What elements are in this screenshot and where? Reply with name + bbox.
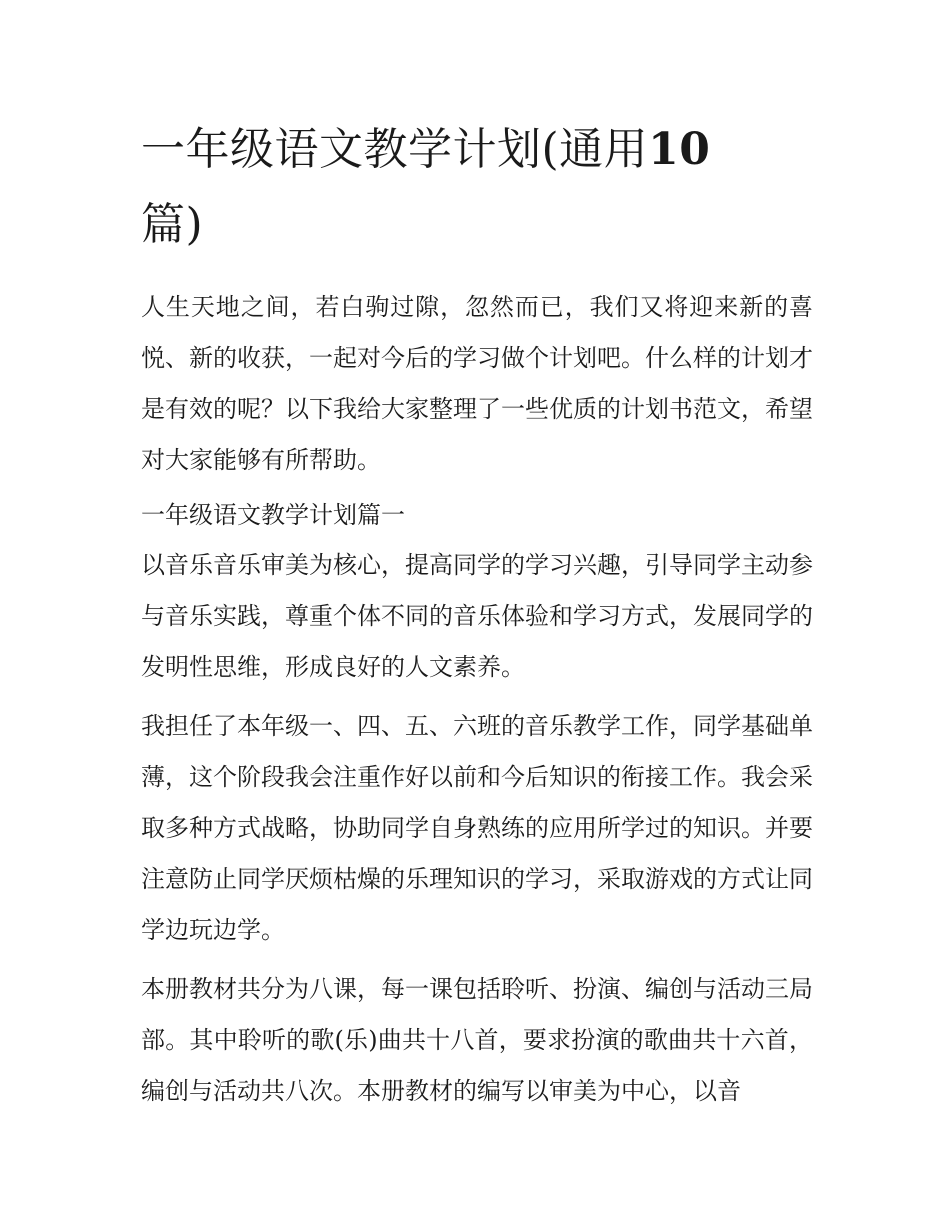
title-text: 一年级语文教学计划(通用 <box>141 124 649 175</box>
intro-paragraph: 人生天地之间，若白驹过隙，忽然而已，我们又将迎来新的喜悦、新的收获，一起对今后的学习做个计划吧。什么样的计划才是有效的呢？以下我给大家整理了一些优质的计划书范文，希望对大家能够有所帮助。 <box>141 293 813 474</box>
body-paragraph-2: 我担任了本年级一、四、五、六班的音乐教学工作，同学基础单薄，这个阶段我会注重作好以前和今后知识的衔接工作。我会采取多种方式战略，协助同学自身熟练的应用所学过的知识。并要注意防止同学厌烦枯燥的乐理知识的学习，采取游戏的方式让同学边玩边学。 <box>141 712 813 944</box>
title-text-end: 篇) <box>141 199 204 250</box>
document-title <box>141 112 813 262</box>
title-number: 10 <box>648 124 711 175</box>
document-page <box>141 112 813 1117</box>
section-heading: 一年级语文教学计划篇一 <box>141 501 405 529</box>
body-paragraph-3: 本册教材共分为八课，每一课包括聆听、扮演、编创与活动三局部。其中聆听的歌(乐)曲共十八首，要求扮演的歌曲共十六首，编创与活动共八次。本册教材的编写以审美为中心，以音 <box>141 975 813 1105</box>
body-paragraph-1: 以音乐音乐审美为核心，提高同学的学习兴趣，引导同学主动参与音乐实践，尊重个体不同的音乐体验和学习方式，发展同学的发明性思维，形成良好的人文素养。 <box>141 551 813 681</box>
